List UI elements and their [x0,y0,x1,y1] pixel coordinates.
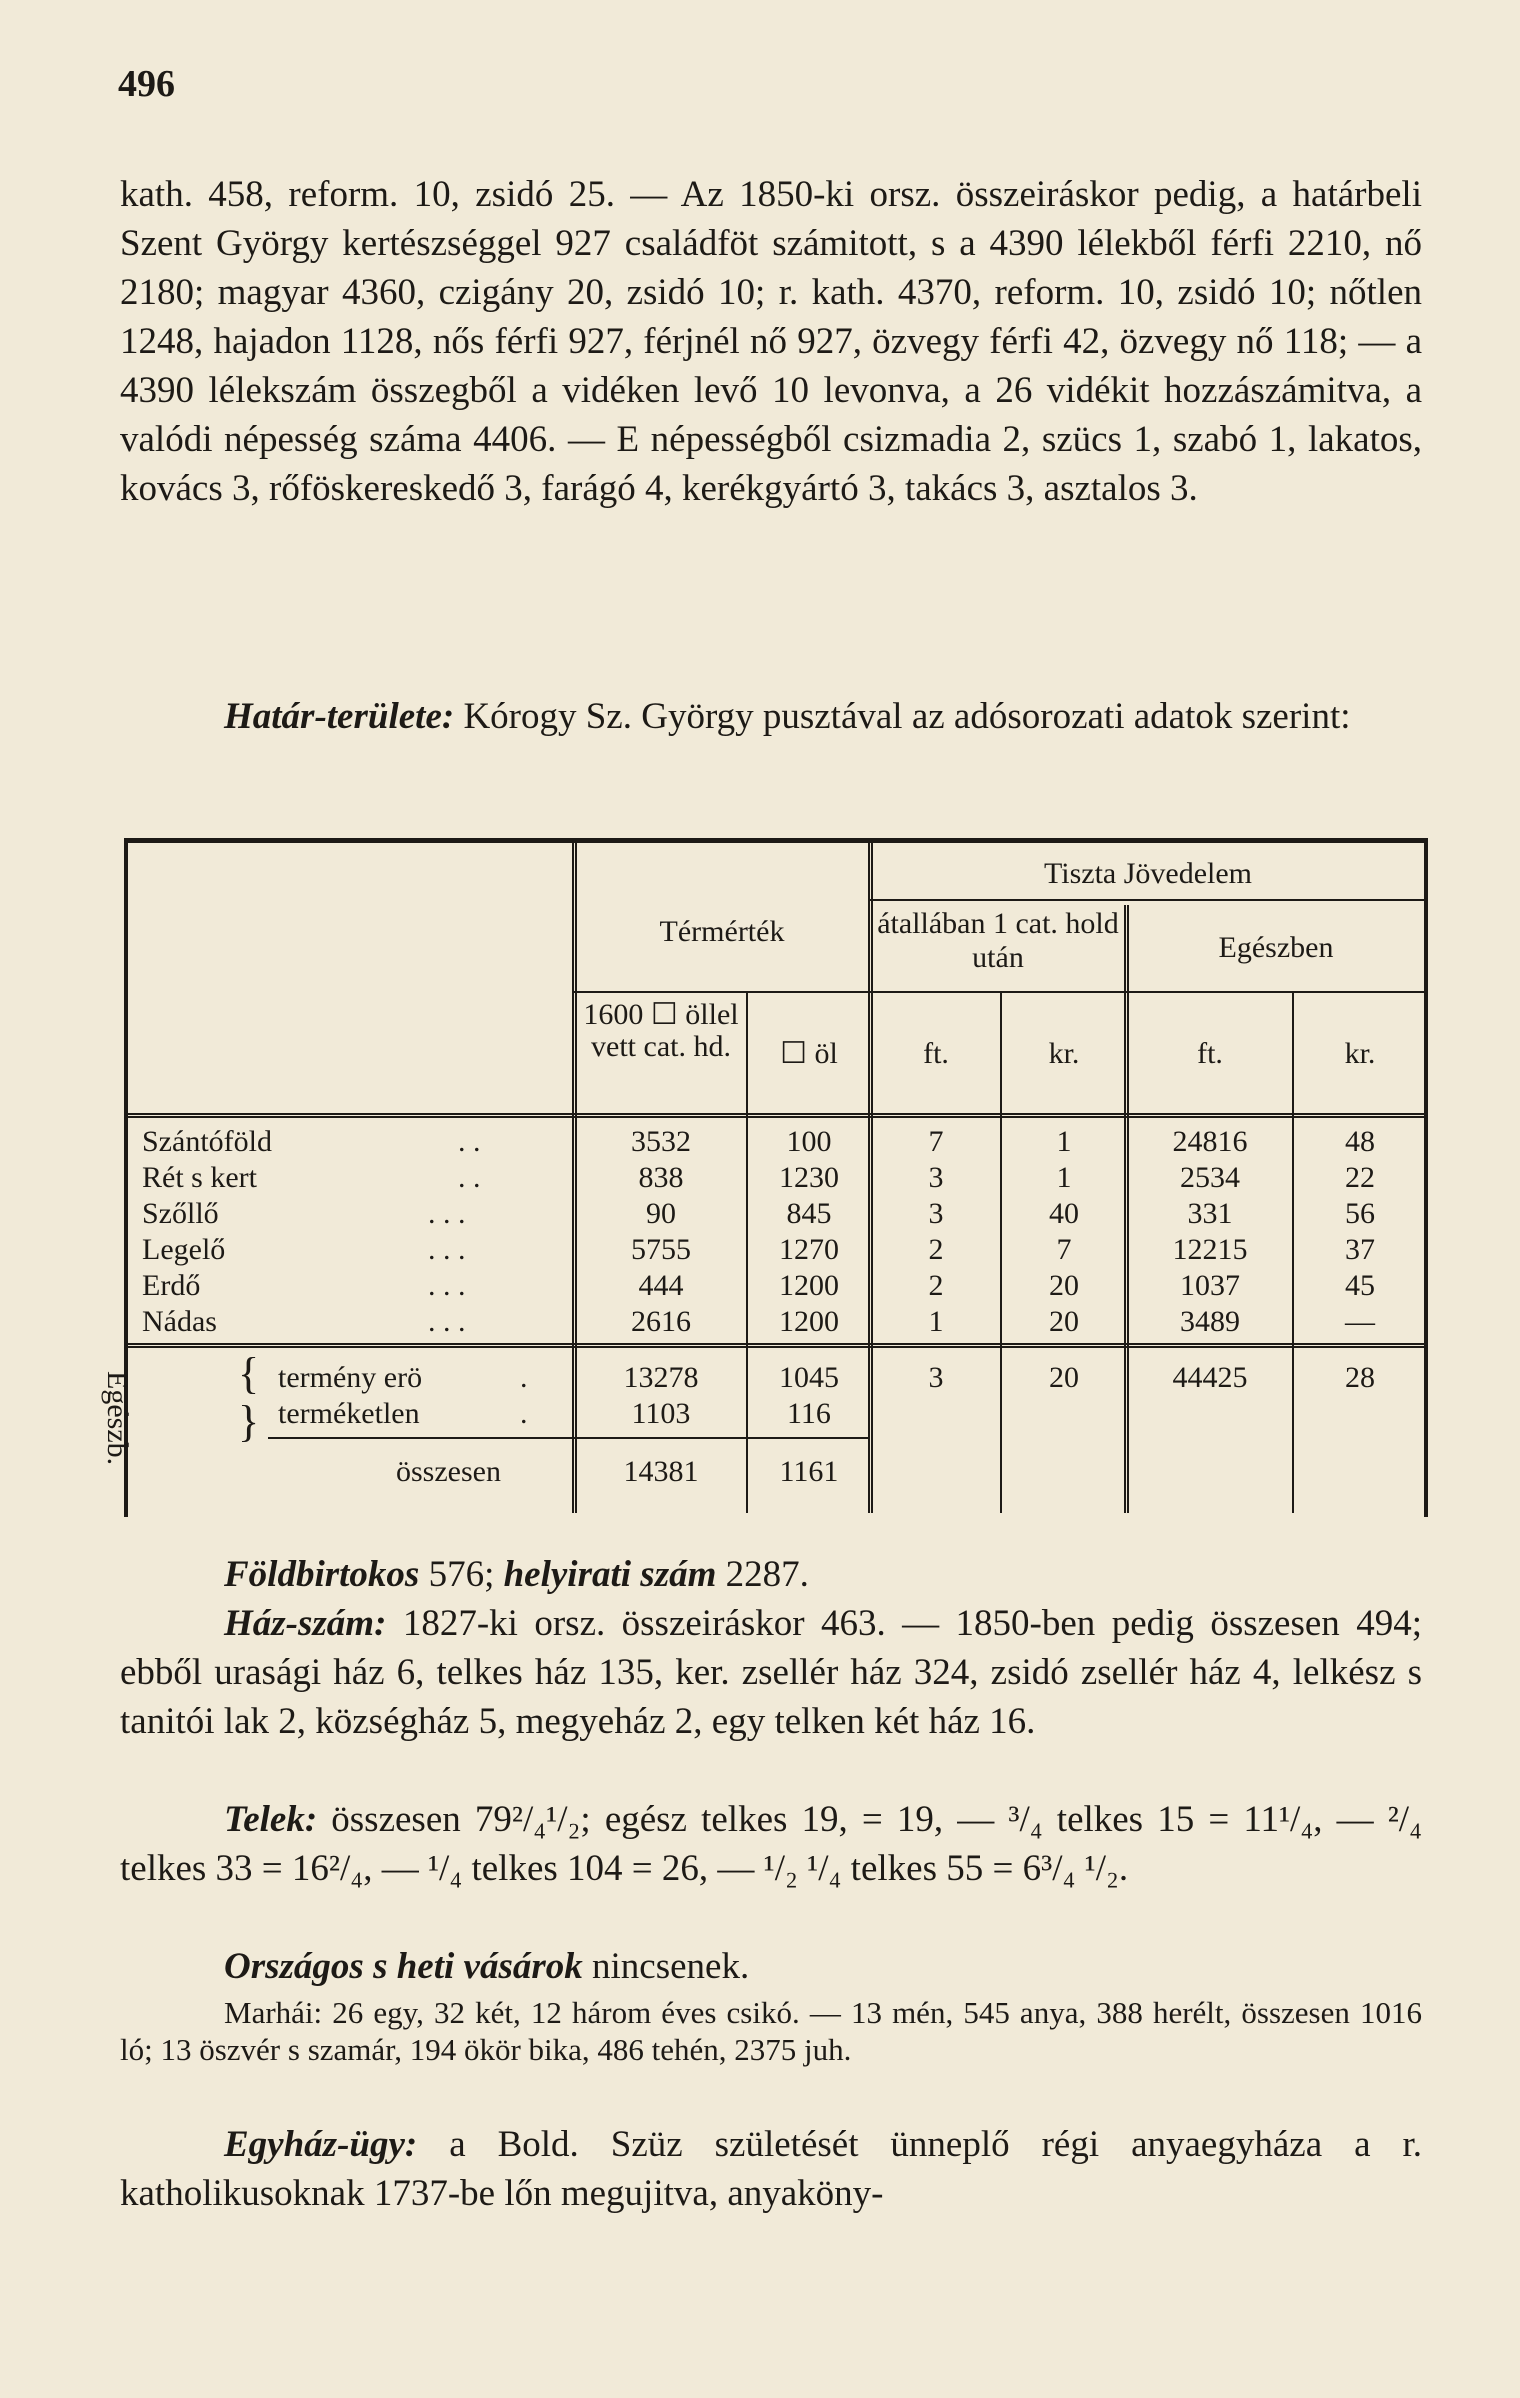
table-cell: 2616 [631,1305,691,1338]
header-col2: ☐ öl [780,1037,838,1070]
table-cell: 3532 [631,1125,691,1158]
table-cell: 56 [1345,1197,1375,1230]
table-cell: 90 [646,1197,676,1230]
table-row-label: Erdő [142,1269,201,1302]
termeny-label: termény erö [278,1361,423,1394]
hazszam-text: 1827-ki orsz. összeiráskor 463. — 1850-ben pedig összesen 494; ebből urasági ház 6, telkes ház 135, ker. zsellér ház 324, zsidó zsellér ház 4, lelkész s tanitói lak 2, községház 5, megyeház 2, egy telken két ház 16. [120,1603,1422,1742]
table-cell: 1 [1056,1125,1072,1158]
table-cell: 44425 [1172,1361,1248,1394]
brace-icon: } [238,1397,260,1446]
table-cell: 45 [1345,1269,1375,1302]
table-cell: 28 [1345,1361,1375,1394]
table-row-dots: . . [458,1161,481,1194]
table-row-dots: . . . [428,1269,466,1302]
table-row-label: Rét s kert [142,1161,257,1194]
table-cell: 12215 [1172,1233,1248,1266]
table-cell: 1 [928,1305,944,1338]
egyhaz-text: a Bold. Szüz születését ünneplő régi anyaegyháza a r. katholikusoknak 1737-be lőn megujitva, anyaköny- [120,2124,1423,2214]
table-row-label: Nádas [142,1305,217,1338]
hatar-lead: Határ-területe: [224,696,455,737]
table-cell: — [1345,1305,1375,1338]
table-cell: 20 [1049,1269,1079,1302]
table-cell: 1045 [779,1361,839,1394]
helyirati-lead: helyirati szám [503,1554,717,1595]
header-tiszta-jovedelem: Tiszta Jövedelem [1043,857,1253,890]
egyhaz-paragraph [120,2120,1422,2218]
land-statistics-table [101,838,1428,1517]
telek-lead: Telek: [224,1799,318,1840]
hatar-text: Kórogy Sz. György pusztával az adósorozati adatok szerint: [463,696,1351,737]
table-cell: 20 [1049,1361,1079,1394]
table-cell: 2 [928,1269,944,1302]
header-kr2: kr. [1344,1037,1376,1070]
table-cell: 1103 [631,1397,691,1430]
table-cell: 100 [786,1125,832,1158]
table-row-dots: . [520,1361,528,1394]
telek-paragraph [120,1795,1422,1893]
table-cell: 1037 [1180,1269,1240,1302]
vasarok-line [120,1942,1422,1991]
header-col1: 1600 ☐ öllel vett cat. hd. [583,998,739,1063]
header-ft1: ft. [923,1037,949,1070]
table-cell: 14381 [623,1455,699,1488]
table-cell: 1 [1056,1161,1072,1194]
telek-text: összesen 79²/₄¹/₂; egész telkes 19, = 19, — ³/₄ telkes 15 = 11¹/₄, — ²/₄ telkes 33 = 16²/₄, — ¹/₄ telkes 104 = 26, — ¹/₂ ¹/₄ telkes 55 = 6³/₄ ¹/₂. [120,1799,1422,1889]
table-cell: 1161 [779,1455,839,1488]
foldbirtokos-line [120,1550,1422,1599]
header-egeszben: Egészben [1218,931,1334,964]
table-cell: 1200 [779,1269,839,1302]
brace-icon: { [238,1349,260,1398]
table-row-dots: . . [458,1125,481,1158]
hatar-paragraph [120,692,1422,741]
foldbirtokos-lead: Földbirtokos [224,1554,420,1595]
osszesen-label: összesen [396,1455,501,1488]
foldbirtokos-num: 576; [428,1554,495,1595]
table-cell: 1270 [779,1233,839,1266]
table-cell: 2 [928,1233,944,1266]
table-cell: 331 [1187,1197,1233,1230]
table-cell: 20 [1049,1305,1079,1338]
header-atallaban: átallában 1 cat. hold után [877,907,1119,974]
table-cell: 22 [1345,1161,1375,1194]
table-cell: 116 [787,1397,831,1430]
header-kr1: kr. [1048,1037,1080,1070]
hazszam-paragraph [120,1599,1422,1746]
table-row-dots: . . . [428,1233,466,1266]
table-row-label: Szőllő [142,1197,219,1230]
table-cell: 3 [928,1361,944,1394]
table-cell: 3489 [1180,1305,1240,1338]
population-paragraph: kath. 458, reform. 10, zsidó 25. — Az 1850-ki orsz. összeiráskor pedig, a határbeli Szent György kertészséggel 927 családföt számitott, s a 4390 lélekből férfi 2210, nő 2180; magyar 4360, czigány 20, zsidó 10; r. kath. 4370, reform. 10, zsidó 10; nőtlen 1248, hajadon 1128, nős férfi 927, férjnél nő 927, özvegy férfi 42, özvegy nő 118; — a 4390 lélekszám összegből a vidéken levő 10 levonva, a 26 vidékit hozzászámitva, a valódi népesség száma 4406. — E népességből csizmadia 2, szücs 1, szabó 1, lakatos, kovács 3, rőföskereskedő 3, farágó 4, kerékgyártó 3, takács 3, asztalos 3. [120,174,1422,509]
table-cell: 845 [786,1197,832,1230]
termeketlen-label: terméketlen [278,1397,420,1430]
table-cell: 24816 [1172,1125,1248,1158]
table-cell: 3 [928,1197,944,1230]
marhai-paragraph: Marhái: 26 egy, 32 két, 12 három éves csikó. — 13 mén, 545 anya, 388 herélt, összesen 1016 ló; 13 öszvér s szamár, 194 ökör bika, 486 tehén, 2375 juh. [120,1995,1422,2067]
table-row-dots: . . . [428,1305,466,1338]
table-cell: 48 [1345,1125,1375,1158]
table-cell: 1200 [779,1305,839,1338]
table-cell: 40 [1049,1197,1079,1230]
table-cell: 7 [1056,1233,1072,1266]
table-cell: 7 [928,1125,944,1158]
table-cell: 3 [928,1161,944,1194]
header-ft2: ft. [1197,1037,1223,1070]
table-row-label: Szántóföld [142,1125,272,1158]
vasarok-text: nincsenek. [592,1946,750,1987]
vasarok-lead: Országos s heti vásárok [224,1946,583,1987]
helyirati-num: 2287. [725,1554,809,1595]
table-cell: 5755 [631,1233,691,1266]
header-termertek: Térmérték [659,915,785,948]
table-cell: 1230 [779,1161,839,1194]
egyhaz-lead: Egyház-ügy: [224,2124,418,2165]
table-cell: 13278 [623,1361,699,1394]
table-cell: 838 [638,1161,684,1194]
page-number: 496 [118,63,175,105]
table-cell: 2534 [1180,1161,1240,1194]
table-cell: 444 [638,1269,684,1302]
table-row-label: Legelő [142,1233,226,1266]
table-cell: 37 [1345,1233,1375,1266]
table-row-dots: . [520,1397,528,1430]
table-row-dots: . . . [428,1197,466,1230]
egeszb-side-label: Egészb. [101,1371,134,1466]
hazszam-lead: Ház-szám: [224,1603,387,1644]
